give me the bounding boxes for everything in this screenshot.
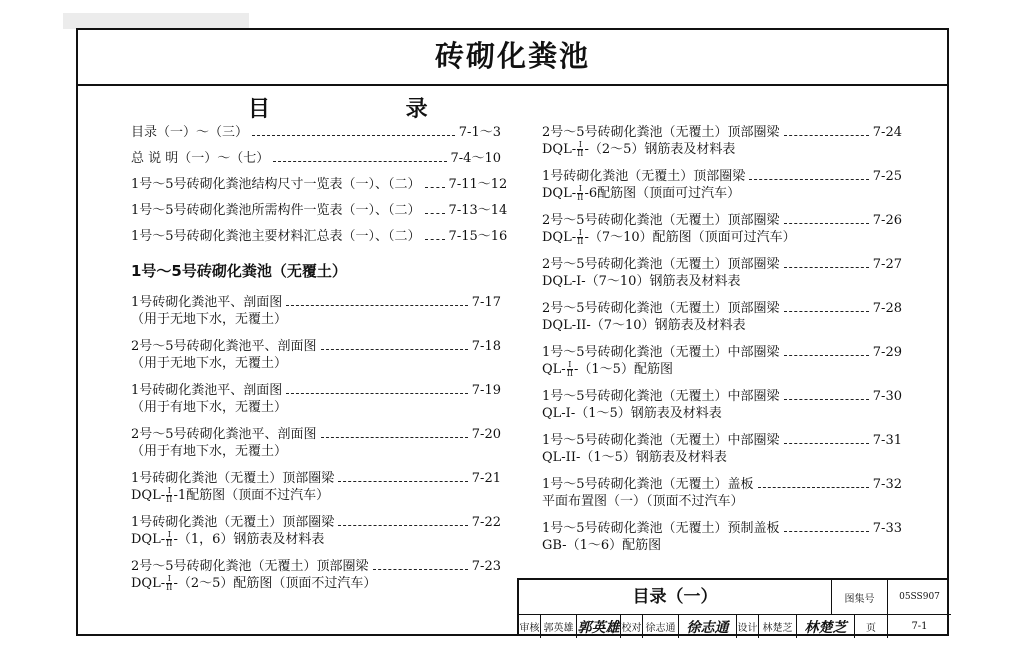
toc-entry-subtitle [542,185,902,202]
toc-entry-line2: QL-I-（1～5）钢筋表及材料表 [542,406,722,421]
toc-entry [131,338,501,372]
leader-dots [784,311,869,312]
toc-entry-subtitle [542,317,902,334]
leader-dots [784,355,869,356]
toc-entry-line2: （用于无地下水，无覆土） [131,356,288,371]
leader-dots [338,525,468,526]
toc-entry [131,124,501,141]
section-heading: 1号～5号砖砌化粪池（无覆土） [131,262,347,280]
fraction-top: I [167,486,171,495]
leader-dots [425,239,445,240]
title-band [76,28,949,86]
toc-entry-page: 7-33 [872,521,902,536]
toc-entry-title: 2号～5号砖砌化粪池平、剖面图 [131,339,317,354]
toc-entry-line2: -（7～10）配筋图（顶面可过汽车） [584,230,796,245]
leader-dots [373,569,468,570]
fraction-top: I [578,228,582,237]
designer-name: 林楚芝 [759,615,797,638]
toc-entry-title: 1号～5号砖砌化粪池（无覆土）预制盖板 [542,521,780,536]
toc-entry-subtitle [131,575,501,592]
toc-entry-title: 1号～5号砖砌化粪池所需构件一览表（一）、（二） [131,203,421,218]
reviewer-signature: 郭英雄 [577,615,621,638]
toc-entry [542,300,902,334]
toc-entry [131,558,501,592]
toc-entry-page: 7-19 [471,383,501,398]
leader-dots [425,213,445,214]
toc-entry-subtitle [131,355,501,372]
toc-entry-subtitle [131,311,501,328]
fraction-top: I [568,360,572,369]
toc-entry-subtitle [542,141,902,158]
leader-dots [252,135,455,136]
fraction-bottom: II [166,583,173,592]
toc-entry-line2: DQL-II-（7～10）钢筋表及材料表 [542,318,746,333]
member-fraction [166,575,172,592]
page-title: 砖砌化粪池 [434,39,590,73]
toc-entry-title: 1号砖砌化粪池平、剖面图 [131,383,283,398]
leader-dots [749,179,869,180]
toc-entry [542,256,902,290]
toc-entry-title: 1号砖砌化粪池（无覆土）顶部圈梁 [131,515,335,530]
leader-dots [758,487,869,488]
fraction-bottom: II [577,193,584,202]
toc-entry-title: 1号砖砌化粪池（无覆土）顶部圈梁 [542,169,746,184]
toc-entry-line2: 平面布置图（一）（顶面不过汽车） [542,494,744,509]
toc-entry-subtitle [542,537,902,554]
toc-entry-page: 7-20 [471,427,501,442]
fraction-top: I [167,574,171,583]
toc-entry-line2: -6配筋图（顶面可过汽车） [584,186,741,201]
design-label: 设计 [737,615,759,638]
toc-left-column [131,124,508,602]
toc-entry-subtitle [131,487,501,504]
atlas-label: 图集号 [832,580,888,615]
toc-entry-page: 7-23 [471,559,501,574]
fraction-bottom: II [577,149,584,158]
toc-entry-title: 2号～5号砖砌化粪池（无覆土）顶部圈梁 [542,213,780,228]
toc-entry [131,382,501,416]
toc-entry-line2: DQL-I-（7～10）钢筋表及材料表 [542,274,741,289]
member-code: DQL- [542,186,577,201]
leader-dots [321,437,468,438]
toc-entry [131,514,501,548]
toc-entry [131,202,508,219]
toc-entry-page: 7-11～12 [448,177,508,192]
toc-entry-title: 1号～5号砖砌化粪池（无覆土）盖板 [542,477,754,492]
toc-entry-subtitle [542,273,902,290]
toc-entry-subtitle [542,493,902,510]
toc-entry-page: 7-15～16 [448,229,508,244]
checker-signature: 徐志通 [679,615,737,638]
toc-entry-line2: -1配筋图（顶面不过汽车） [173,488,330,503]
leader-dots [784,399,869,400]
leader-dots [321,349,468,350]
leader-dots [784,267,869,268]
toc-entry-page: 7-24 [872,125,902,140]
toc-entry-page: 7-13～14 [448,203,508,218]
member-code: DQL- [542,142,577,157]
toc-entry-page: 7-25 [872,169,902,184]
toc-entry-page: 7-28 [872,301,902,316]
toc-entry-title: 总 说 明（一）～（七） [131,151,270,166]
toc-entry-subtitle [542,449,902,466]
toc-entry-line2: -（1～5）配筋图 [574,362,673,377]
toc-entry-title: 1号～5号砖砌化粪池主要材料汇总表（一）、（二） [131,229,421,244]
toc-entry-page: 7-32 [872,477,902,492]
fraction-bottom: II [577,237,584,246]
toc-entry-title: 2号～5号砖砌化粪池（无覆土）顶部圈梁 [131,559,369,574]
toc-entry-title: 1号～5号砖砌化粪池（无覆土）中部圈梁 [542,433,780,448]
toc-entry-title: 2号～5号砖砌化粪池（无覆土）顶部圈梁 [542,301,780,316]
toc-entry-page: 7-27 [872,257,902,272]
reviewer-name: 郭英雄 [541,615,577,638]
leader-dots [425,187,445,188]
sheet-name: 目录（一） [519,580,832,615]
toc-entry-page: 7-21 [471,471,501,486]
toc-entry-title: 1号砖砌化粪池（无覆土）顶部圈梁 [131,471,335,486]
toc-entry-subtitle [542,405,902,422]
toc-entry-title: 2号～5号砖砌化粪池（无覆土）顶部圈梁 [542,125,780,140]
toc-entry-subtitle [131,399,501,416]
toc-entry-subtitle [542,361,902,378]
toc-entry-page: 7-17 [471,295,501,310]
toc-entry-line2: QL-II-（1～5）钢筋表及材料表 [542,450,727,465]
leader-dots [784,531,869,532]
toc-entry [131,470,501,504]
toc-entry-line2: （用于有地下水，无覆土） [131,444,288,459]
toc-entry-title: 1号砖砌化粪池平、剖面图 [131,295,283,310]
toc-entry [542,124,902,158]
toc-entry-title: 1号～5号砖砌化粪池（无覆土）中部圈梁 [542,389,780,404]
fraction-top: I [578,184,582,193]
toc-entry-title: 2号～5号砖砌化粪池平、剖面图 [131,427,317,442]
toc-entry [542,344,902,378]
toc-entry [131,426,501,460]
atlas-number: 05SS907 [888,580,951,615]
title-block [517,578,949,636]
toc-entry-page: 7-18 [471,339,501,354]
toc-entry-subtitle [131,443,501,460]
toc-entry-line2: GB-（1～6）配筋图 [542,538,662,553]
fraction-top: I [578,140,582,149]
fraction-bottom: II [566,369,574,378]
toc-entry-page: 7-4～10 [450,151,501,166]
member-code: DQL- [131,488,166,503]
toc-entry [542,168,902,202]
member-fraction [567,361,573,378]
member-code: DQL- [131,576,166,591]
toc-entry [131,228,508,245]
toc-heading: 目 录 [248,97,492,122]
checker-name: 徐志通 [643,615,679,638]
toc-entry [542,212,902,246]
toc-entry [542,388,902,422]
leader-dots [784,443,869,444]
toc-entry-title: 2号～5号砖砌化粪池（无覆土）顶部圈梁 [542,257,780,272]
page-number: 7-1 [911,621,928,632]
toc-entry-page: 7-22 [471,515,501,530]
leader-dots [784,223,869,224]
review-label: 审核 [519,615,541,638]
fraction-top: I [167,530,171,539]
member-fraction [166,487,172,504]
toc-entry-page: 7-26 [872,213,902,228]
member-fraction [577,229,583,246]
leader-dots [286,393,468,394]
toc-entry-page: 7-29 [872,345,902,360]
toc-entry-line2: （用于有地下水，无覆土） [131,400,288,415]
toc-entry-subtitle [542,229,902,246]
member-code: DQL- [542,230,577,245]
toc-entry-title: 1号～5号砖砌化粪池（无覆土）中部圈梁 [542,345,780,360]
fraction-bottom: II [166,539,173,548]
toc-entry-page: 7-31 [872,433,902,448]
member-fraction [577,185,583,202]
leader-dots [338,481,468,482]
toc-entry [542,520,902,554]
toc-entry-title: 目录（一）～（三） [131,125,249,140]
member-fraction [166,531,172,548]
designer-signature: 林楚芝 [797,615,855,638]
toc-entry [131,294,501,328]
toc-right-column [542,124,902,564]
toc-entry-line2: -（1，6）钢筋表及材料表 [173,532,325,547]
toc-entry-line2: -（2～5）钢筋表及材料表 [584,142,736,157]
scan-artifact [63,13,249,29]
toc-entry [131,176,508,193]
check-label: 校对 [621,615,643,638]
toc-entry-line2: （用于无地下水，无覆土） [131,312,288,327]
member-code: DQL- [131,532,166,547]
fraction-bottom: II [166,495,173,504]
toc-entry [131,150,501,167]
toc-entry-title: 1号～5号砖砌化粪池结构尺寸一览表（一）、（二） [131,177,421,192]
member-fraction [577,141,583,158]
leader-dots [784,135,869,136]
member-code: QL- [542,362,566,377]
toc-entry-line2: -（2～5）配筋图（顶面不过汽车） [173,576,377,591]
page-label: 页 [855,615,888,638]
toc-entry [542,476,902,510]
toc-entry-subtitle [131,531,501,548]
toc-entry-page: 7-30 [872,389,902,404]
leader-dots [286,305,468,306]
leader-dots [273,161,446,162]
toc-entry [542,432,902,466]
toc-entry-page: 7-1～3 [458,125,501,140]
